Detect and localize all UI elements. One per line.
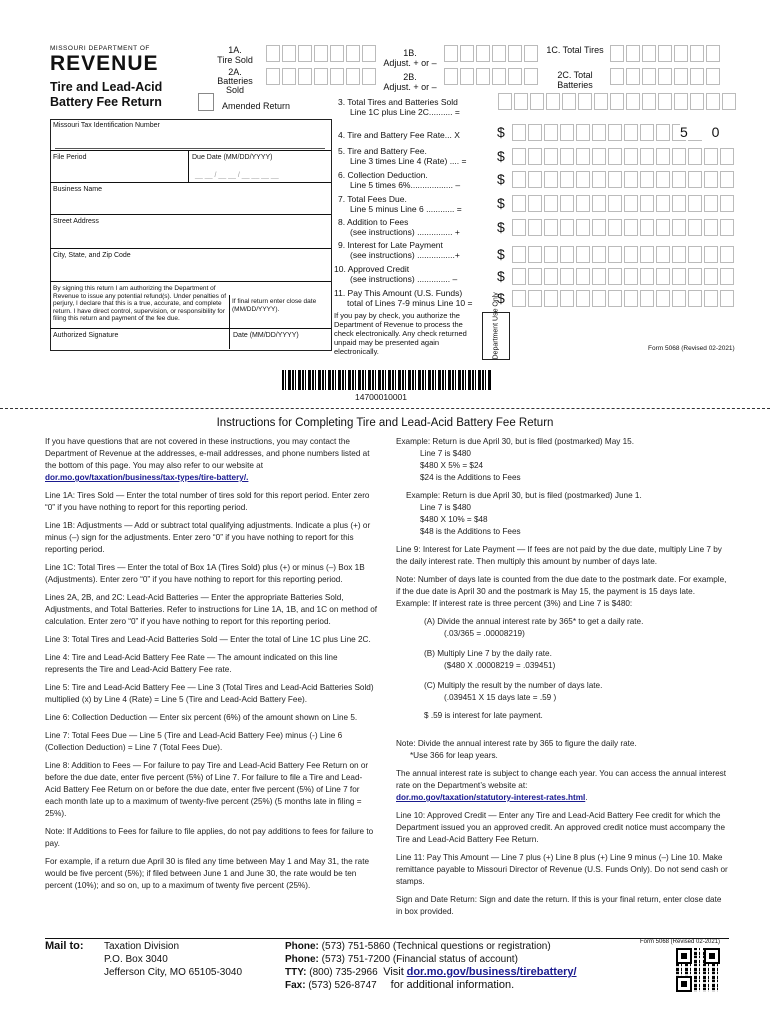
interest-rate-link[interactable]: dor.mo.gov/taxation/statutory-interest-rates.html <box>396 793 586 802</box>
instr-line1a: Line 1A: Tires Sold — Enter the total number of tires sold for this report period. Enter zero “0” if you have nothing to report for this reporting period. <box>45 491 370 512</box>
line-11-desc: total of Lines 7-9 minus Line 10 = <box>347 298 473 308</box>
phone1-value: (573) 751-5860 (Technical questions or registration) <box>321 941 551 952</box>
step-a: (A) Divide the annual interest rate by 365* to get a daily rate. <box>424 617 644 626</box>
instr-line6: Line 6: Collection Deduction — Enter six percent (6%) of the amount shown on Line 5. <box>45 713 358 722</box>
col-1a-sub: Tire Sold <box>217 55 253 65</box>
line-9-label: 9. Interest for Late Payment <box>338 240 443 250</box>
form-title-line2: Battery Fee Return <box>50 95 162 109</box>
instructions-title: Instructions for Completing Tire and Lead-Acid Battery Fee Return <box>216 417 554 429</box>
step-b: (B) Multiply Line 7 by the daily rate. <box>424 649 552 658</box>
line-6-desc: Line 5 times 6%.................. – <box>350 180 461 190</box>
tire-battery-link[interactable]: dor.mo.gov/taxation/business/tax-types/tire-battery/. <box>45 473 249 482</box>
box-line8[interactable] <box>512 219 736 236</box>
box-1a[interactable] <box>266 45 378 62</box>
barcode <box>282 370 492 390</box>
instr-line1c: Line 1C: Total Tires — Enter the total of Box 1A (Tires Sold) plus (+) or minus (–) Box 1B (Adjustments). Enter zero “0” if you have nothing to report for this reporting period. <box>45 563 365 584</box>
example2-l2: $480 X 10% = $48 <box>420 515 488 524</box>
line-6 <box>338 170 460 190</box>
final-return-label: If final return enter close date (MM/DD/YYYY). <box>232 298 317 313</box>
col-1a-num: 1A. <box>228 45 242 55</box>
line-3 <box>338 97 460 117</box>
tax-id-label: Missouri Tax Identification Number <box>53 122 160 129</box>
phone1-label: Phone: <box>285 941 319 952</box>
address-line2: P.O. Box 3040 <box>104 954 168 965</box>
instr-lines2: Lines 2A, 2B, and 2C: Lead-Acid Batteries — Enter the appropriate Batteries Sold, Adjustments, and Total Batteries. Refer to instructions for Line 1A, 1B, and 1C on method of calculation. Enter zero “0” if you have nothing to report for this reporting period. <box>45 593 378 626</box>
example1-head: Example: Return is due April 30, but is filed (postmarked) May 15. <box>396 437 635 446</box>
signature-field[interactable] <box>55 340 225 348</box>
box-2c[interactable] <box>610 68 722 85</box>
signing-statement: By signing this return I am authorizing the Department of Revenue to issue any potential refund(s). Under penalties of perjury, I declare that this is a true, accurate, and complete return. I have direct control, supervision, or responsibility for filing this return and payment of the fee due. <box>53 285 227 322</box>
form-revision-top: Form 5068 (Revised 02-2021) <box>648 345 735 352</box>
box-1b[interactable] <box>444 45 540 62</box>
annual-rate-text: The annual interest rate is subject to change each year. You can access the annual interest rate on the Department’s website at: <box>396 769 726 790</box>
tty-label: TTY: <box>285 967 307 978</box>
box-1c[interactable] <box>610 45 722 62</box>
tty-value: (800) 735-2966 <box>309 967 378 978</box>
line-10-desc: (see instructions) .............. – <box>350 274 458 284</box>
amended-checkbox[interactable] <box>198 93 214 111</box>
dept-use-box <box>482 292 510 360</box>
line-10-label: 10. Approved Credit <box>334 264 410 274</box>
phone2-label: Phone: <box>285 954 319 965</box>
line-8-label: 8. Addition to Fees <box>338 217 409 227</box>
contact-info <box>285 940 625 992</box>
amended-label: Amended Return <box>222 101 291 111</box>
note-days-late: Note: Number of days late is counted from the due date to the postmark date. For example, if the due date is April 30 and the postmark is May 15, the payment is 15 days late. <box>396 575 727 596</box>
dept-line: MISSOURI DEPARTMENT OF <box>50 45 150 52</box>
example3-head: Example: If interest rate is three percent (3%) and Line 7 is $480: <box>396 599 633 608</box>
line-11-dollar: $ <box>497 290 505 306</box>
city-label: City, State, and Zip Code <box>53 252 131 259</box>
visit-label: Visit <box>383 966 404 978</box>
additional-info: for additional information. <box>390 979 515 991</box>
instr-line11: Line 11: Pay This Amount — Line 7 plus (+) Line 8 plus (+) Line 9 minus (–) Line 10. Make remittance payable to Missouri Director of Revenue (U.S. Funds Only). Do not send cash or stamps. <box>396 853 728 886</box>
dept-use-label: Department Use Only <box>492 292 500 360</box>
line-6-dollar: $ <box>497 171 505 187</box>
tear-line <box>0 408 770 409</box>
col-1a-header <box>210 45 260 65</box>
line-8-dollar: $ <box>497 219 505 235</box>
check-notice: If you pay by check, you authorize the Department of Revenue to process the check electronically. Any check returned unpaid may be presented again electronically. <box>334 311 467 356</box>
note-divide: Note: Divide the annual interest rate by 365 to figure the daily rate. <box>396 739 637 748</box>
instr-line5: Line 5: Tire and Lead-Acid Battery Fee — Line 3 (Total Tires and Lead-Acid Batteries Sold) multiplied (x) by Line 4 (Rate) = Line 5 (Tire and Lead-Acid Battery Fee). <box>45 683 374 704</box>
qr-code <box>676 948 720 992</box>
col-2b-num: 2B. <box>403 72 417 82</box>
line-10-dollar: $ <box>497 268 505 284</box>
line-9-dollar: $ <box>497 246 505 262</box>
instr-line3: Line 3: Total Tires and Lead-Acid Batteries Sold — Enter the total of Line 1C plus Line 2C. <box>45 635 371 644</box>
example2-head: Example: Return is due April 30, but is filed (postmarked) June 1. <box>406 491 642 500</box>
line-4-label: 4. Tire and Battery Fee Rate... X <box>338 130 460 140</box>
box-line6[interactable] <box>512 171 736 188</box>
tax-id-field[interactable] <box>55 136 325 149</box>
due-date-label: Due Date (MM/DD/YYYY) <box>192 154 273 161</box>
instr-line8: Line 8: Addition to Fees — For failure to pay Tire and Lead-Acid Battery Fee Return on or before the due date, enter five percent (5%) of Line 7. For failure to file a Tire and Lead-Acid Battery Fee Return on or before the due date, enter five percent (5%) of Line 7 for each month late up to a maximum of twenty-five percent (25%) (5 months late in filing = 25%). <box>45 761 369 818</box>
interest-result: $ .59 is interest for late payment. <box>424 711 543 720</box>
instr-note-additions: Note: If Additions to Fees for failure to file applies, do not pay additions to fees for failure to pay. <box>45 827 374 848</box>
col-2a-num: 2A. <box>228 67 242 77</box>
instr-sign: Sign and Date Return: Sign and date the return. If this is your final return, enter close date in box provided. <box>396 895 722 916</box>
instr-line7: Line 7: Total Fees Due — Line 5 (Tire and Lead-Acid Battery Fee) minus (-) Line 6 (Collection Deduction) = Line 7 (Total Fees Due). <box>45 731 343 752</box>
example2-l1: Line 7 is $480 <box>420 503 471 512</box>
col-2a-sub: Batteries Sold <box>217 76 253 95</box>
step-c-calc: (.039451 X 15 days late = .59 ) <box>444 693 557 702</box>
form-revision-bottom: Form 5068 (Revised 02-2021) <box>640 939 721 945</box>
line-7 <box>338 194 462 214</box>
line-4-dollar: $ <box>497 124 505 140</box>
business-name-label: Business Name <box>53 186 103 193</box>
step-a-calc: (.03/365 = .00008219) <box>444 629 525 638</box>
instr-example-rate: For example, if a return due April 30 is filed any time between May 1 and May 31, the rate would be five percent (5%); if filed between June 1 and June 30, the rate would be ten percent (10%); and so on, up to a maximum of twenty five percent (25%). <box>45 857 370 890</box>
box-line3[interactable] <box>498 93 738 110</box>
barcode-number: 14700010001 <box>355 392 408 402</box>
box-2b[interactable] <box>444 68 540 85</box>
instr-line4: Line 4: Tire and Lead-Acid Battery Fee Rate — The amount indicated on this line represents the Tire and Lead-Acid Battery Fee rate. <box>45 653 338 674</box>
box-line10[interactable] <box>512 268 736 285</box>
address-line3: Jefferson City, MO 65105-3040 <box>104 967 243 978</box>
line-7-dollar: $ <box>497 195 505 211</box>
box-line5[interactable] <box>512 148 736 165</box>
date-label: Date (MM/DD/YYYY) <box>233 332 299 339</box>
intro-text: If you have questions that are not covered in these instructions, you may contact the Department of Revenue at the addresses, e-mail addresses, and phone numbers listed at the bottom of this page. You may also refer to our website at <box>45 437 370 470</box>
col-1c-header: 1C. Total Tires <box>546 45 604 55</box>
fax-label: Fax: <box>285 980 306 991</box>
col-1b-sub: Adjust. + or – <box>383 58 437 68</box>
line-7-desc: Line 5 minus Line 6 ............ = <box>350 204 462 214</box>
example1-l3: $24 is the Additions to Fees <box>420 473 521 482</box>
line-9 <box>338 240 460 260</box>
street-label: Street Address <box>53 218 99 225</box>
line-5-desc: Line 3 times Line 4 (Rate) .... = <box>350 156 467 166</box>
address-line1: Taxation Division <box>104 941 180 952</box>
col-1b-num: 1B. <box>403 48 417 58</box>
phone2-value: (573) 751-7200 (Financial status of account) <box>321 954 518 965</box>
due-date-field[interactable]: __ __ / __ __ / __ __ __ __ <box>195 172 279 179</box>
box-line7[interactable] <box>512 195 736 212</box>
line-3-label: 3. Total Tires and Batteries Sold <box>338 97 458 107</box>
col-2b-sub: Adjust. + or – <box>383 82 437 92</box>
line-10 <box>334 264 457 284</box>
line-11 <box>334 288 472 308</box>
line-6-label: 6. Collection Deduction. <box>338 170 428 180</box>
form-title <box>50 80 162 110</box>
instr-line1b: Line 1B: Adjustments — Add or subtract total qualifying adjustments. Indicate a plus (+) or minus (–) sign for the adjustments. Enter zero “0” if you have nothing to report for this reporting period. <box>45 521 371 554</box>
step-c: (C) Multiply the result by the number of days late. <box>424 681 603 690</box>
mail-address <box>104 940 242 979</box>
file-period-label: File Period <box>53 154 87 161</box>
example1-l1: Line 7 is $480 <box>420 449 471 458</box>
box-2a[interactable] <box>266 68 378 85</box>
form-title-line1: Tire and Lead-Acid <box>50 80 163 94</box>
instructions-right: Example: Return is due April 30, but is filed (postmarked) May 15. Line 7 is $480 $480 X 5% = $24 $24 is the Additions to Fees Example: Return is due April 30, but is filed (postmarked) June 1. Line 7 is $480 $480 X 10% = $48 $48 is the Additions to Fees Line 9: Interest for Late Payment — If fees are not paid by the due date, multiply Line 7 by the daily interest rate. Then multiply this amount by number of days late. Note: Number of days late is counted from the due date to the postmark date. For example, if the due date is April 30 and the postmark is May 15, the payment is 15 days late. Example: If interest rate is three percent (3%) and Line 7 is $480: (A) Divide the annual interest rate by 365* to get a daily rate. (.03/365 = .00008219) (B) Multiply Line 7 by the daily rate. ($480 X .00008219 = .039451) (C) Multiply the result by the number of days late. (.039451 X 15 days late = .59 ) $ .59 is interest for late payment. Note: Divide the annual interest rate by 365 to figure the daily rate. *Use 366 for leap years. The annual interest rate is subject to change each year. You can access the annual interest rate on the Department’s website at: dor.mo.gov/taxation/statutory-interest-rates.html. Line 10: Approved Credit — Enter any Tire and Lead-Acid Battery Fee credit for which the Department issued you an approved credit. An approved credit notice must accompany the Tire and Lead-Acid Battery Fee Return. Line 11: Pay This Amount — Line 7 plus (+) Line 8 plus (+) Line 9 minus (–) Line 10. Make remittance payable to Missouri Director of Revenue (U.S. Funds Only). Do not send cash or stamps. Sign and Date Return: Sign and date the return. If this is your final return, enter close date in box provided. <box>396 437 728 916</box>
line-8 <box>338 217 460 237</box>
instr-line10: Line 10: Approved Credit — Enter any Tire and Lead-Acid Battery Fee credit for which the Department issued you an approved credit. An approved credit notice must accompany the Tire and Lead-Acid Battery Fee Return. <box>396 811 726 844</box>
col-2b-header <box>380 72 440 92</box>
signature-label: Authorized Signature <box>53 332 119 339</box>
line-5-label: 5. Tire and Battery Fee. <box>338 146 427 156</box>
rate-value: 5 0 <box>680 124 730 140</box>
box-line4[interactable] <box>512 124 704 141</box>
box-line9[interactable] <box>512 246 736 263</box>
instructions-left <box>45 436 378 898</box>
line-3-desc: Line 1C plus Line 2C.......... = <box>350 107 460 117</box>
line-5 <box>338 146 466 166</box>
fax-value: (573) 526-8747 <box>308 980 377 991</box>
mail-to-label: Mail to: <box>45 940 84 952</box>
instr-line9: Line 9: Interest for Late Payment — If fees are not paid by the due date, multiply Line 7 by the daily interest rate. Then multiply this amount by number of days late. <box>396 545 722 566</box>
line-7-label: 7. Total Fees Due. <box>338 194 407 204</box>
line-9-desc: (see instructions) ................+ <box>350 250 460 260</box>
step-b-calc: ($480 X .00008219 = .039451) <box>444 661 556 670</box>
example1-l2: $480 X 5% = $24 <box>420 461 484 470</box>
signature-date-field[interactable] <box>233 340 327 348</box>
leap-year-note: *Use 366 for leap years. <box>410 751 498 760</box>
tire-battery-url[interactable]: dor.mo.gov/business/tirebattery/ <box>406 966 577 978</box>
col-1b-header <box>380 48 440 68</box>
line-8-desc: (see instructions) ............... + <box>350 227 460 237</box>
box-line11[interactable] <box>512 290 736 307</box>
col-2c-header: 2C. Total Batteries <box>557 70 593 90</box>
example2-l3: $48 is the Additions to Fees <box>420 527 521 536</box>
line-5-dollar: $ <box>497 148 505 164</box>
revenue-logo: REVENUE <box>50 52 159 75</box>
col-2a-header <box>210 68 260 95</box>
line-11-label: 11. Pay This Amount (U.S. Funds) <box>334 288 463 298</box>
